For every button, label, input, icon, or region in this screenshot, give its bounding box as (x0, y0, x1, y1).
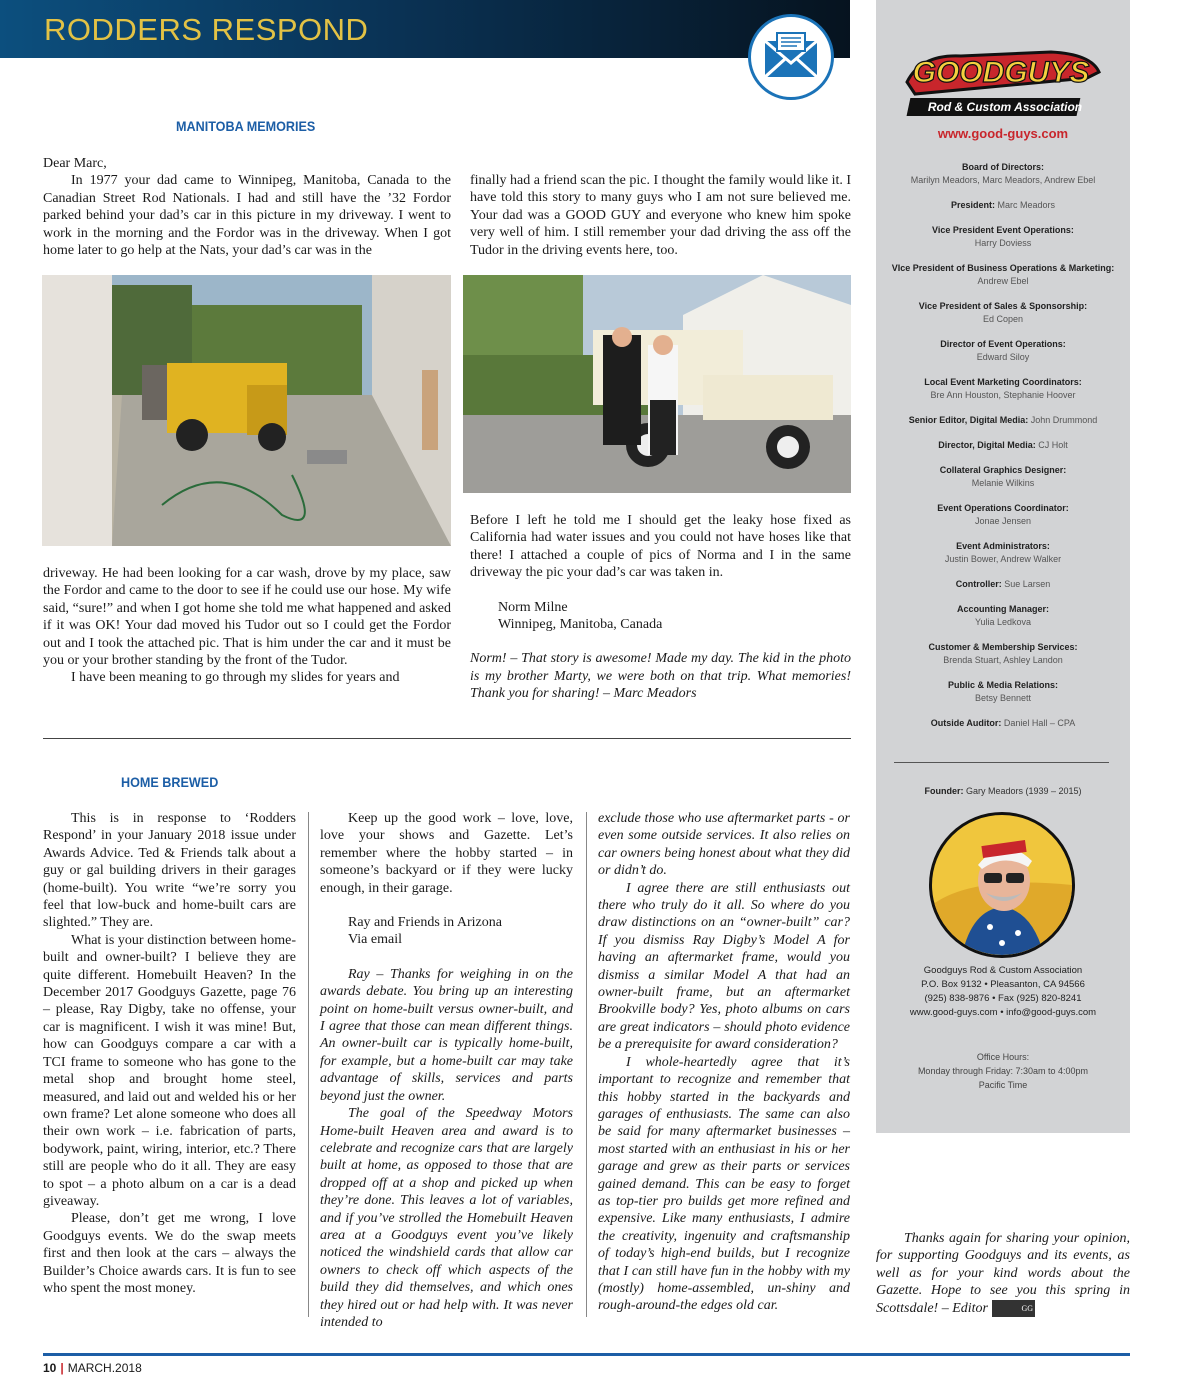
staff-role: Board of Directors: (961, 162, 1044, 172)
staff-names: Sue Larsen (1004, 579, 1051, 589)
staff-entry (876, 717, 1130, 730)
issue-date: MARCH.2018 (67, 1361, 142, 1375)
staff-role: Event Operations Coordinator: (937, 503, 1069, 513)
letter2-paragraph: This is in response to ‘Rodders Respond’ in your January 2018 issue under Awards Advice. Ted & Friends talk about a guy or gal building drivers in their garages (home-built). You write “we’re sorry you feel that low-buck and home-built cars are slighted.” They are. (43, 811, 296, 931)
staff-role: Vice President of Sales & Sponsorship: (918, 301, 1088, 311)
hours-days: Monday through Friday: 7:30am to 4:00pm (917, 1066, 1089, 1076)
envelope-icon (748, 14, 834, 100)
letter2-editor-closing (876, 1230, 1130, 1317)
staff-entry (876, 338, 1130, 364)
staff-names: CJ Holt (1038, 440, 1068, 450)
letter2-col2 (320, 810, 573, 1331)
founder-line (876, 786, 1130, 796)
founder-caricature (929, 812, 1075, 958)
staff-role: Collateral Graphics Designer: (939, 465, 1067, 475)
footer-separator: | (60, 1361, 64, 1375)
staff-role: Controller: (955, 579, 1002, 589)
staff-names: Marilyn Meadors, Marc Meadors, Andrew Ebel (910, 175, 1096, 185)
contact-address: P.O. Box 9132 • Pleasanton, CA 94566 (921, 979, 1085, 990)
staff-entry (876, 199, 1130, 212)
founder-label: Founder: (924, 786, 964, 796)
staff-entry (876, 439, 1130, 452)
letter2-col3 (598, 810, 850, 1315)
staff-role: Accounting Manager: (956, 604, 1049, 614)
letter1-headline: MANITOBA MEMORIES (176, 118, 316, 134)
goodguys-logo (901, 48, 1105, 118)
logo-subtitle: Rod & Custom Association (927, 100, 1083, 114)
letter1-col2-top (470, 172, 851, 259)
staff-entry (876, 224, 1130, 250)
letter2-closing-text: Thanks again for sharing your opinion, for supporting Goodguys and its events, as well as for your kind words about the Gazette. Hope to see you this spring in Scottsdale! – Editor (876, 1231, 1130, 1316)
staff-role: Senior Editor, Digital Media: (908, 415, 1029, 425)
section-title: RODDERS RESPOND (44, 12, 369, 47)
staff-names: Ed Copen (982, 314, 1024, 324)
letter2-editor-reply: I whole-heartedly agree that it’s important to recognize and remember that this hobby started in the backyards and garages of enthusiasts. The same can also be said for many aftermarket businesses – most started with an enthusiast in his or her garage and grew as their parts or services gained demand. This can be easy to forget as top-tier pro builds get more refined and expensive. Like many enthusiasts, I admire the creativity, ingenuity and craftsmanship of today’s high-end builds, but I recognize that I can still have fun in the hobby with my (mostly) home-assembled, un-shiny and rough-around-the edges old car. (598, 1054, 850, 1314)
letter1-editor-reply: Norm! – That story is awesome! Made my day. The kid in the photo is my brother Marty, we were both on that trip. What memories! Thank you for sharing! – Marc Meadors (470, 651, 851, 702)
website-link[interactable]: www.good-guys.com (937, 126, 1069, 141)
staff-names: Jonae Jensen (974, 516, 1032, 526)
office-hours (876, 1050, 1130, 1092)
staff-names: Melanie Wilkins (971, 478, 1035, 488)
letter2-editor-reply: The goal of the Speedway Motors Home-built Heaven area and award is to celebrate and recognize cars that are largely built at home, as opposed to those that are dropped off at a shop and picked up when they’re done. This leaves a lot of variables, and if you’ve strolled the Homebuilt Heaven area at a Goodguys event you’ve likely noticed the windshield cards that allow car owners to check off which aspects of the build they did themselves, and which ones they hired out or had help with. It was never intended to (320, 1106, 573, 1330)
footer-rule (43, 1353, 1130, 1356)
letter1-paragraph: I have been meaning to go through my slides for years and (71, 670, 400, 686)
contact-org: Goodguys Rod & Custom Association (923, 965, 1083, 976)
staff-entry (876, 540, 1130, 566)
letter2-editor-reply: Ray – Thanks for weighing in on the awards debate. You bring up an interesting point on home-built versus owner-built, and I agree that those can mean different things. An owner-built car is typically home-built, for example, but a home-built car may take advantage of skills, services and parts beyond just the owner. (320, 966, 573, 1104)
letter1-col1-top (43, 155, 451, 259)
hours-zone: Pacific Time (978, 1080, 1028, 1090)
norm-and-norma-photo (463, 275, 851, 493)
column-rule (308, 812, 309, 1317)
letter2-paragraph: Please, don’t get me wrong, I love Goodguys events. We do the swap meets first and then look at the cars – always the Builder’s Choice awards cars. It is fun to see who spent the most money. (43, 1211, 296, 1296)
letter1-signature-name: Norm Milne (498, 599, 568, 615)
column-rule (586, 812, 587, 1317)
letter1-col2-bottom (470, 512, 851, 703)
staff-entry (876, 300, 1130, 326)
page-number: 10 (43, 1361, 57, 1375)
sidebar-divider (894, 762, 1109, 763)
staff-names: Marc Meadors (997, 200, 1056, 210)
staff-entry (876, 414, 1130, 427)
staff-entry (876, 578, 1130, 591)
staff-entry (876, 502, 1130, 528)
founder-name: Gary Meadors (1939 – 2015) (965, 786, 1082, 796)
logo-wordmark: GOODGUYS (912, 56, 1090, 89)
fordor-driveway-photo (42, 275, 451, 546)
staff-names: Andrew Ebel (977, 276, 1029, 286)
masthead-sidebar (876, 0, 1130, 1133)
letter1-paragraph-cont: driveway. He had been looking for a car wash, drove by my place, saw the Fordor and came to the door to see if he could use our hose. My wife said, “sure!” and when I got home she told me what happened and asked if it was OK! Your dad moved his Tudor out so I could get the Fordor out and I took the attached pic. That is him under the car and it must be you or your brother standing by the front of the Tudor. (43, 566, 451, 669)
staff-role: President: (950, 200, 995, 210)
staff-role: Vice President Event Operations: (932, 225, 1074, 235)
staff-role: Customer & Membership Services: (928, 642, 1078, 652)
letters-divider (43, 738, 851, 739)
letter2-editor-reply: exclude those who use aftermarket parts - or even some outside services. It also relies on car owners being honest about what they did or didn’t do. (598, 811, 850, 879)
staff-names: Harry Doviess (974, 238, 1032, 248)
letter2-signature-via: Via email (348, 932, 402, 948)
letter2-paragraph: What is your distinction between home-built and owner-built? I believe they are quite different. Homebuilt Heaven? In the December 2017 Goodguys Gazette, page 76 – please, Ray Digby, take no offense, your car is magnificent. I wish it was mine! But, how can Goodguys compare a car with a TCI frame to someone who has gone to the metal shop and brought home steel, measured, and laid out and welded his or her own frame? Let alone someone who does all their own work – i.e. fabrication of parts, bodywork, paint, wiring, interior, etc.? There still are people who do it all. They are easy to spot – a photo album on a car is a dead giveaway. (43, 932, 296, 1209)
letter2-headline: HOME BREWED (121, 774, 219, 790)
letter1-col1-bottom (43, 565, 451, 687)
letter2-col1 (43, 810, 296, 1297)
staff-role: Public & Media Relations: (947, 680, 1059, 690)
end-mark-icon: GG (992, 1300, 1036, 1317)
staff-role: Director of Event Operations: (940, 339, 1066, 349)
staff-role: Director, Digital Media: (938, 440, 1036, 450)
letter1-signature-place: Winnipeg, Manitoba, Canada (498, 617, 663, 633)
letter1-paragraph: In 1977 your dad came to Winnipeg, Manitoba, Canada to the Canadian Street Rod Nationals. I had and still have the ’32 Fordor parked behind your dad’s car in this picture in my driveway. I went to work in the morning and the Fordor was in the driveway. When I got home later to go help at the Nats, your dad’s car was in the (43, 173, 451, 259)
staff-directory (876, 161, 1130, 742)
staff-role: Event Administrators: (956, 541, 1050, 551)
staff-entry (876, 464, 1130, 490)
staff-names: Edward Siloy (976, 352, 1030, 362)
staff-role: Local Event Marketing Coordinators: (924, 377, 1082, 387)
contact-web-email[interactable]: www.good-guys.com • info@good-guys.com (909, 1007, 1097, 1018)
staff-role: Outside Auditor: (930, 718, 1002, 728)
staff-names: Daniel Hall – CPA (1003, 718, 1076, 728)
staff-role: VIce President of Business Operations & Marketing: (891, 263, 1115, 273)
staff-names: Bre Ann Houston, Stephanie Hoover (930, 390, 1076, 400)
staff-names: Yulia Ledkova (974, 617, 1032, 627)
staff-names: Betsy Bennett (974, 693, 1032, 703)
letter2-paragraph: Keep up the good work – love, love, love your shows and Gazette. Let’s remember where the hobby started – in someone’s backyard or if they were lucky enough, in their garage. (320, 811, 573, 896)
letter2-editor-reply: I agree there are still enthusiasts out there who truly do it all. So where do you draw distinctions on an “owner-built” car? If you dismiss Ray Digby’s Model A for having an aftermarket frame, would you dismiss a similar Model A that had an owner-built frame, but an aftermarket Brookville body? Yes, photo albums on cars are great indicators – should photo evidence be a prerequisite for award consideration? (598, 880, 850, 1053)
staff-names: Brenda Stuart, Ashley Landon (943, 655, 1063, 665)
staff-entry (876, 376, 1130, 402)
staff-entry (876, 161, 1130, 187)
hours-title: Office Hours: (976, 1052, 1030, 1062)
contact-block (876, 964, 1130, 1020)
letter2-signature-name: Ray and Friends in Arizona (348, 915, 502, 931)
staff-names: Justin Bower, Andrew Walker (944, 554, 1062, 564)
staff-entry (876, 603, 1130, 629)
letter1-greeting: Dear Marc, (43, 156, 107, 171)
letter2-col4 (876, 1230, 1130, 1317)
letter1-paragraph-cont: finally had a friend scan the pic. I thought the family would like it. I have told this story to many guys who I am not sure believed me. Your dad was a GOOD GUY and everyone who knew him spoke very well of him. I still remember your dad driving the ass off the Tudor in the driving events here, too. (470, 173, 852, 258)
contact-phones: (925) 838-9876 • Fax (925) 820-8241 (924, 993, 1082, 1004)
staff-entry (876, 262, 1130, 288)
staff-names: John Drummond (1030, 415, 1098, 425)
page-footer (43, 1361, 142, 1375)
staff-entry (876, 679, 1130, 705)
letter1-paragraph: Before I left he told me I should get the leaky hose fixed as California had water issues and you could not have hoses like that there! I attached a couple of pics of Norma and I in the same driveway the pic your dad’s car was taken in. (470, 513, 851, 581)
staff-entry (876, 641, 1130, 667)
